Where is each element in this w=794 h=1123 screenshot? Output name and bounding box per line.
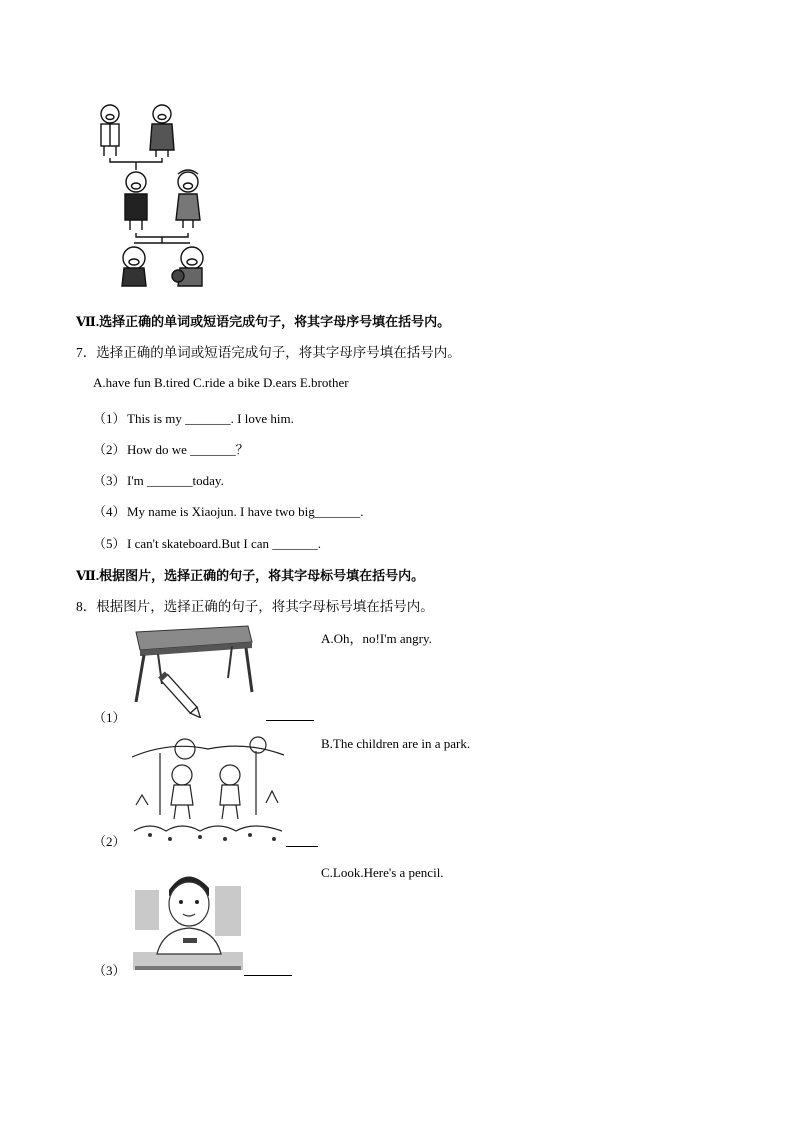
answer-blank[interactable] <box>244 975 292 976</box>
picture-number: （3） <box>93 963 126 978</box>
picture-number: （1） <box>93 710 126 725</box>
pig-family-tree-icon <box>90 100 220 295</box>
question-7-item <box>93 408 294 427</box>
table-pencil-icon <box>128 622 256 718</box>
item-text: This is my _______. I love him. <box>127 411 294 426</box>
boy-portrait-icon <box>133 862 243 972</box>
item-text: I can't skateboard.But I can _______. <box>127 536 322 551</box>
children-park-picture <box>130 735 286 845</box>
question-7-item <box>93 501 364 520</box>
table-pencil-picture <box>128 622 256 718</box>
answer-blank[interactable] <box>286 846 318 847</box>
option-b: B.The children are in a park. <box>321 736 471 751</box>
answer-blank[interactable] <box>266 720 314 721</box>
option-c: C.Look.Here's a pencil. <box>321 865 444 880</box>
item-number: （5） <box>93 536 126 551</box>
children-park-icon <box>130 735 286 845</box>
item-number: （4） <box>93 504 126 519</box>
question-7-item <box>93 533 321 552</box>
question-7-title: 7．选择正确的单词或短语完成句子，将其字母序号填在括号内。 <box>76 345 461 360</box>
picture-number: （2） <box>93 834 126 849</box>
option-a: A.Oh，no!I'm angry. <box>321 631 432 646</box>
item-text: How do we _______？ <box>127 442 249 457</box>
section-heading: Ⅶ.根据图片，选择正确的句子，将其字母标号填在括号内。 <box>76 568 425 583</box>
item-text: I'm _______today. <box>127 473 224 488</box>
question-7-item <box>93 439 249 458</box>
question-7-options: A.have fun B.tired C.ride a bike D.ears E.brother <box>93 375 349 390</box>
item-text: My name is Xiaojun. I have two big_______. <box>127 504 364 519</box>
section-heading: Ⅶ.选择正确的单词或短语完成句子，将其字母序号填在括号内。 <box>76 314 451 329</box>
item-number: （1） <box>93 411 126 426</box>
boy-portrait-picture <box>133 862 243 972</box>
item-number: （3） <box>93 473 126 488</box>
question-7-item <box>93 470 224 489</box>
item-number: （2） <box>93 442 126 457</box>
question-8-title: 8．根据图片，选择正确的句子，将其字母标号填在括号内。 <box>76 599 434 614</box>
pig-family-tree-figure <box>90 100 220 295</box>
